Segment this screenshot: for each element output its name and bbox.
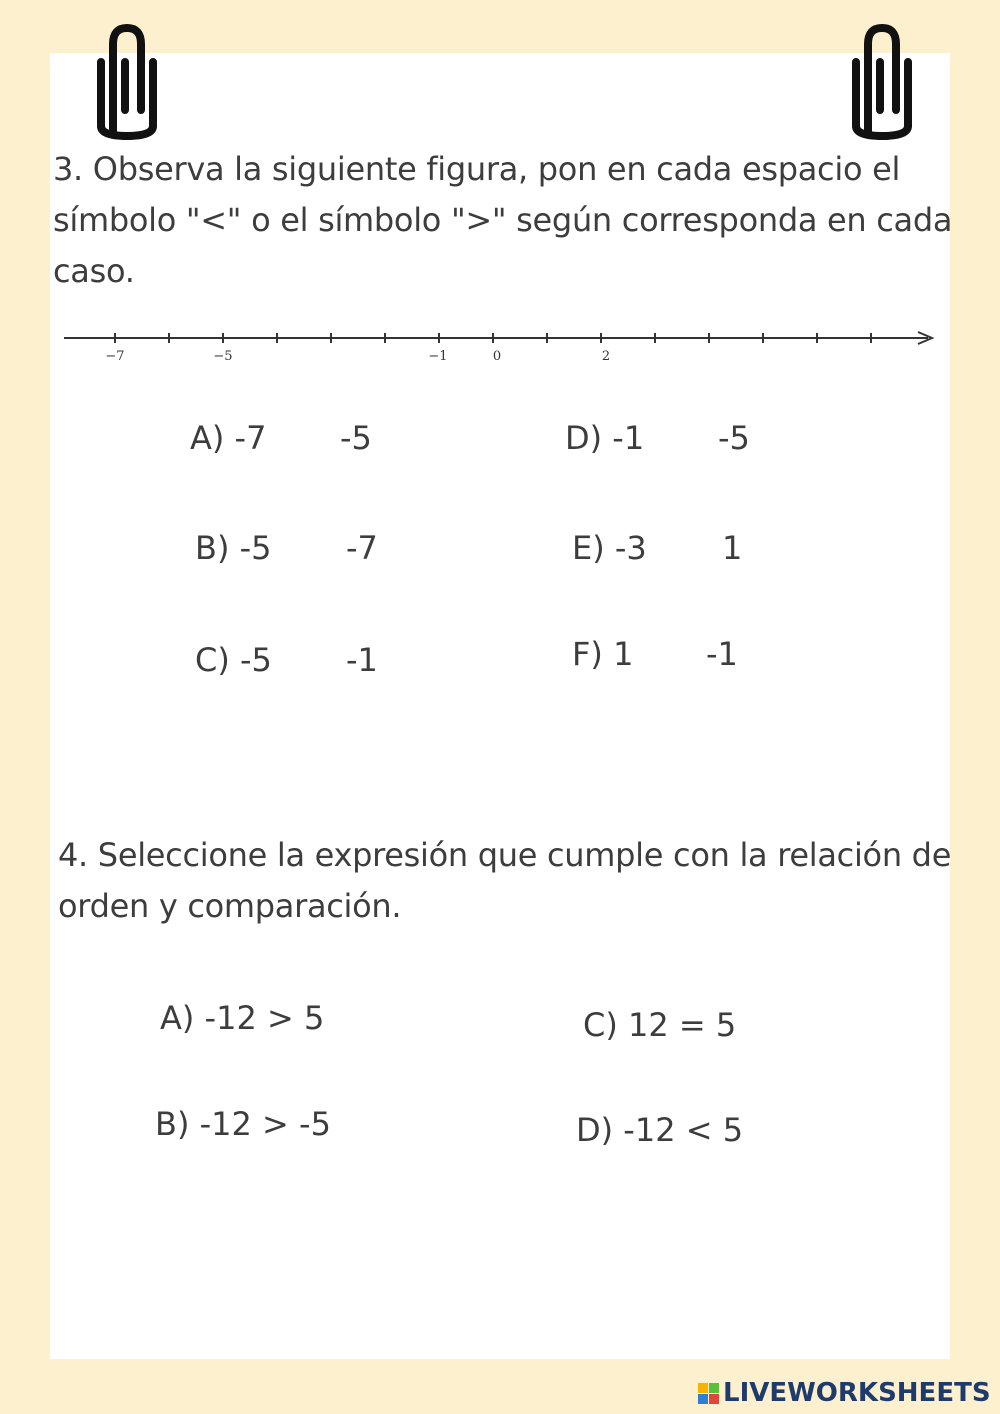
item-f-right: -1 [706,635,738,673]
tick-label-neg5: −5 [213,349,233,364]
tick-label-0: 0 [492,349,502,364]
item-e-left: E) -3 [572,529,647,567]
item-d-left: D) -1 [565,419,645,457]
tick-label-neg7: −7 [105,349,125,364]
item-b-right: -7 [346,529,378,567]
item-f-left: F) 1 [572,635,634,673]
liveworksheets-logo [698,1378,991,1408]
number-line [60,322,940,372]
option-b[interactable]: B) -12 > -5 [155,1105,331,1143]
item-d-right: -5 [718,419,750,457]
item-c-left: C) -5 [195,641,272,679]
logo-mark-icon [698,1383,719,1404]
item-c-right: -1 [346,641,378,679]
brand-text: LIVEWORKSHEETS [723,1378,991,1408]
option-d[interactable]: D) -12 < 5 [576,1111,744,1149]
item-a-left: A) -7 [190,419,267,457]
paperclip-right-icon [850,22,914,142]
item-b-left: B) -5 [195,529,272,567]
tick-label-neg1: −1 [428,349,448,364]
question-4-text: 4. Seleccione la expresión que cumple con la relación de orden y comparación. [58,836,952,925]
item-e-right: 1 [722,529,743,567]
tick-label-2: 2 [601,349,611,364]
option-a[interactable]: A) -12 > 5 [160,999,325,1037]
paperclip-left-icon [95,22,159,142]
option-c[interactable]: C) 12 = 5 [583,1006,737,1044]
item-a-right: -5 [340,419,372,457]
question-3-text: 3. Observa la siguiente figura, pon en cada espacio el símbolo "<" o el símbolo ">" según corresponda en cada caso. [53,150,953,290]
